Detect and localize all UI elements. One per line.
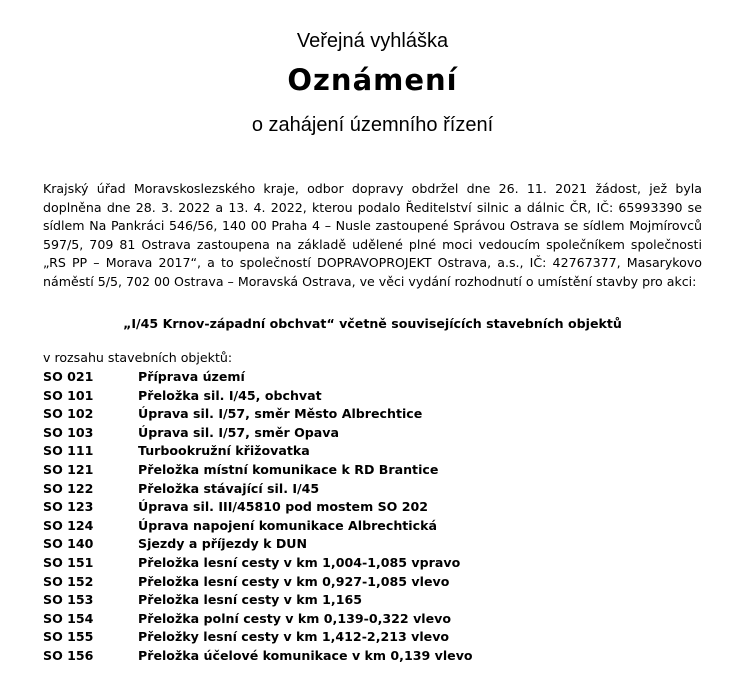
building-object-row <box>43 387 683 406</box>
object-name: Úprava sil. III/45810 pod mostem SO 202 <box>138 499 429 515</box>
object-name: Přeložka místní komunikace k RD Brantice <box>138 461 439 477</box>
object-code: SO 151 <box>43 554 94 570</box>
object-name: Příprava území <box>138 369 245 384</box>
object-name: Přeložka polní cesty v km 0,139-0,322 vlevo <box>138 610 451 626</box>
object-name: Přeložka lesní cesty v km 0,927-1,085 vlevo <box>138 573 450 589</box>
building-object-row <box>43 573 683 592</box>
project-name: „I/45 Krnov-západní obchvat“ včetně souvisejících stavebních objektů <box>123 316 622 331</box>
object-code: SO 101 <box>43 387 94 403</box>
object-code: SO 155 <box>43 629 94 645</box>
object-code: SO 021 <box>43 369 94 384</box>
object-name: Přeložka lesní cesty v km 1,165 <box>138 592 362 608</box>
object-name: Úprava sil. I/57, směr Opava <box>138 424 340 440</box>
building-object-row <box>43 628 683 647</box>
building-object-row <box>43 517 683 536</box>
object-name: Přeložka účelové komunikace v km 0,139 vlevo <box>138 647 473 663</box>
building-object-row <box>43 461 683 480</box>
object-code: SO 154 <box>43 610 94 626</box>
building-object-row <box>43 647 683 666</box>
object-name: Úprava napojení komunikace Albrechtická <box>138 517 437 533</box>
object-code: SO 111 <box>43 443 94 459</box>
object-name: Přeložka stávající sil. I/45 <box>138 480 320 496</box>
object-name: Turbookružní křižovatka <box>138 443 310 459</box>
object-code: SO 123 <box>43 499 94 515</box>
intro-paragraph: Krajský úřad Moravskoslezského kraje, odbor dopravy obdržel dne 26. 11. 2021 žádost, jež byla doplněna dne 28. 3. 2022 a 13. 4. 2022, kterou podalo Ředitelství silnic a dálnic ČR, IČ: 65993390 se sídlem Na Pankráci 546/56, 140 00 Praha 4 – Nusle zastoupené Správou Ostrava se sídlem Mojmírovců 597/5, 709 81 Ostrava zastoupena na základě udělené plné moci vedoucím společníkem společnosti „RS PP – Morava 2017“, a to společností DOPRAVOPROJEKT Ostrava, a.s., IČ: 42767377, Masarykovo náměstí 5/5, 702 00 Ostrava – Moravská Ostrava, ve věci vydání rozhodnutí o umístění stavby pro akci: <box>43 181 702 289</box>
object-name: Přeložky lesní cesty v km 1,412-2,213 vlevo <box>138 629 450 645</box>
building-objects-list <box>43 368 683 666</box>
building-object-row <box>43 424 683 443</box>
building-object-row <box>43 498 683 517</box>
building-object-row <box>43 368 683 387</box>
object-name: Úprava sil. I/57, směr Město Albrechtice <box>138 406 423 422</box>
object-code: SO 153 <box>43 592 94 608</box>
notice-type: Veřejná vyhláška <box>296 30 449 52</box>
document-title: Oznámení <box>287 63 458 97</box>
object-code: SO 156 <box>43 647 94 663</box>
document-subtitle: o zahájení územního řízení <box>251 114 494 136</box>
object-code: SO 122 <box>43 480 94 496</box>
building-object-row <box>43 535 683 554</box>
object-name: Přeložka lesní cesty v km 1,004-1,085 vpravo <box>138 554 461 570</box>
object-code: SO 102 <box>43 406 94 422</box>
building-object-row <box>43 480 683 499</box>
building-object-row <box>43 554 683 573</box>
object-name: Sjezdy a příjezdy k DUN <box>138 536 308 552</box>
object-code: SO 103 <box>43 424 94 440</box>
object-code: SO 124 <box>43 517 94 533</box>
building-object-row <box>43 610 683 629</box>
building-object-row <box>43 591 683 610</box>
object-code: SO 121 <box>43 461 94 477</box>
building-object-row <box>43 442 683 461</box>
object-code: SO 140 <box>43 536 94 552</box>
building-object-row <box>43 405 683 424</box>
object-code: SO 152 <box>43 573 94 589</box>
object-name: Přeložka sil. I/45, obchvat <box>138 387 322 403</box>
scope-label: v rozsahu stavebních objektů: <box>43 350 233 365</box>
